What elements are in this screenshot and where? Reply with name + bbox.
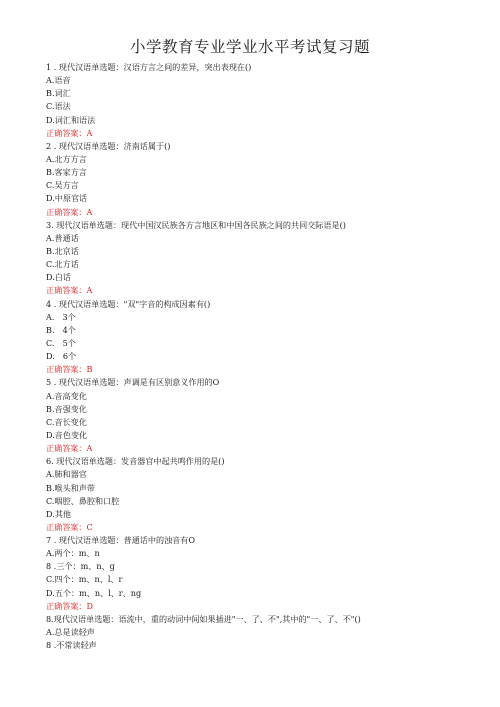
answer-option: D. 6个: [46, 351, 77, 362]
answer-option: B. 4个: [46, 324, 76, 335]
question-text: 4 . 现代汉语单选题："双"字音的构成因素有(): [46, 298, 211, 309]
answer-option: D.词汇和语法: [46, 114, 96, 125]
correct-answer: 正确答案：A: [46, 443, 93, 454]
question-text: 2 . 现代汉语单选题：济南话属于(): [46, 140, 171, 151]
answer-option: B.词汇: [46, 88, 71, 99]
answer-option: A.音高变化: [46, 390, 87, 401]
question-text: 8.现代汉语单选题：语流中，重的动词中间如果插进"一、了、不",其中的"一、了、不"(): [46, 613, 361, 624]
answer-option: B.北京话: [46, 245, 79, 256]
answer-option: A.北方方言: [46, 153, 87, 164]
answer-option: A.语音: [46, 75, 71, 86]
answer-option: D.其他: [46, 508, 71, 519]
answer-option: A.两个：m、n: [46, 548, 100, 559]
question-text: 6. 现代汉语单选题：发音器官中起共鸣作用的是(): [46, 456, 225, 467]
answer-option: C.北方话: [46, 259, 79, 270]
answer-option: C.语法: [46, 101, 71, 112]
correct-answer: 正确答案：D: [46, 600, 93, 611]
correct-answer: 正确答案：C: [46, 521, 93, 532]
question-text: 3. 现代汉语单选题：现代中国汉民族各方言地区和中国各民族之间的共同交际语是(): [46, 219, 346, 230]
answer-option: A.肺和器官: [46, 469, 87, 480]
question-text: 5 . 现代汉语单选题：声调是有区别意义作用的O: [46, 377, 220, 388]
answer-option: B.喉头和声带: [46, 482, 95, 493]
question-list: [46, 61, 486, 652]
question-text: 1 . 现代汉语单选题：汉语方言之间的差异，突出表现在(): [46, 62, 252, 72]
correct-answer: 正确答案：B: [46, 364, 93, 375]
answer-option: D.音色变化: [46, 429, 88, 440]
answer-option: 8 .三个：m、n、g: [46, 561, 115, 572]
answer-option: C.音长变化: [46, 416, 87, 427]
correct-answer: 正确答案：A: [46, 127, 93, 138]
answer-option: A.普通话: [46, 232, 79, 243]
correct-answer: 正确答案：A: [46, 206, 93, 217]
answer-option: C.四个：m、n、l、r: [46, 574, 123, 585]
page-title: 小学教育专业学业水平考试复习题: [129, 38, 370, 56]
answer-option: D.五个：m、n、l、r、ng: [46, 587, 142, 598]
answer-option: C. 5个: [46, 337, 76, 348]
answer-option: A. 3个: [46, 311, 76, 322]
answer-option: A.总是读轻声: [46, 627, 95, 638]
answer-option: B.音强变化: [46, 403, 87, 414]
answer-option: D.白话: [46, 272, 71, 283]
answer-option: C.吴方言: [46, 180, 79, 191]
answer-option: 8 .不常读轻声: [46, 640, 97, 651]
correct-answer: 正确答案：A: [46, 285, 93, 296]
question-text: 7 . 现代汉语单选题：普通话中的浊音有O: [46, 535, 196, 546]
answer-option: D.中原官话: [46, 193, 88, 204]
answer-option: C.咽腔、鼻腔和口腔: [46, 495, 120, 506]
answer-option: B.客家方言: [46, 167, 87, 178]
